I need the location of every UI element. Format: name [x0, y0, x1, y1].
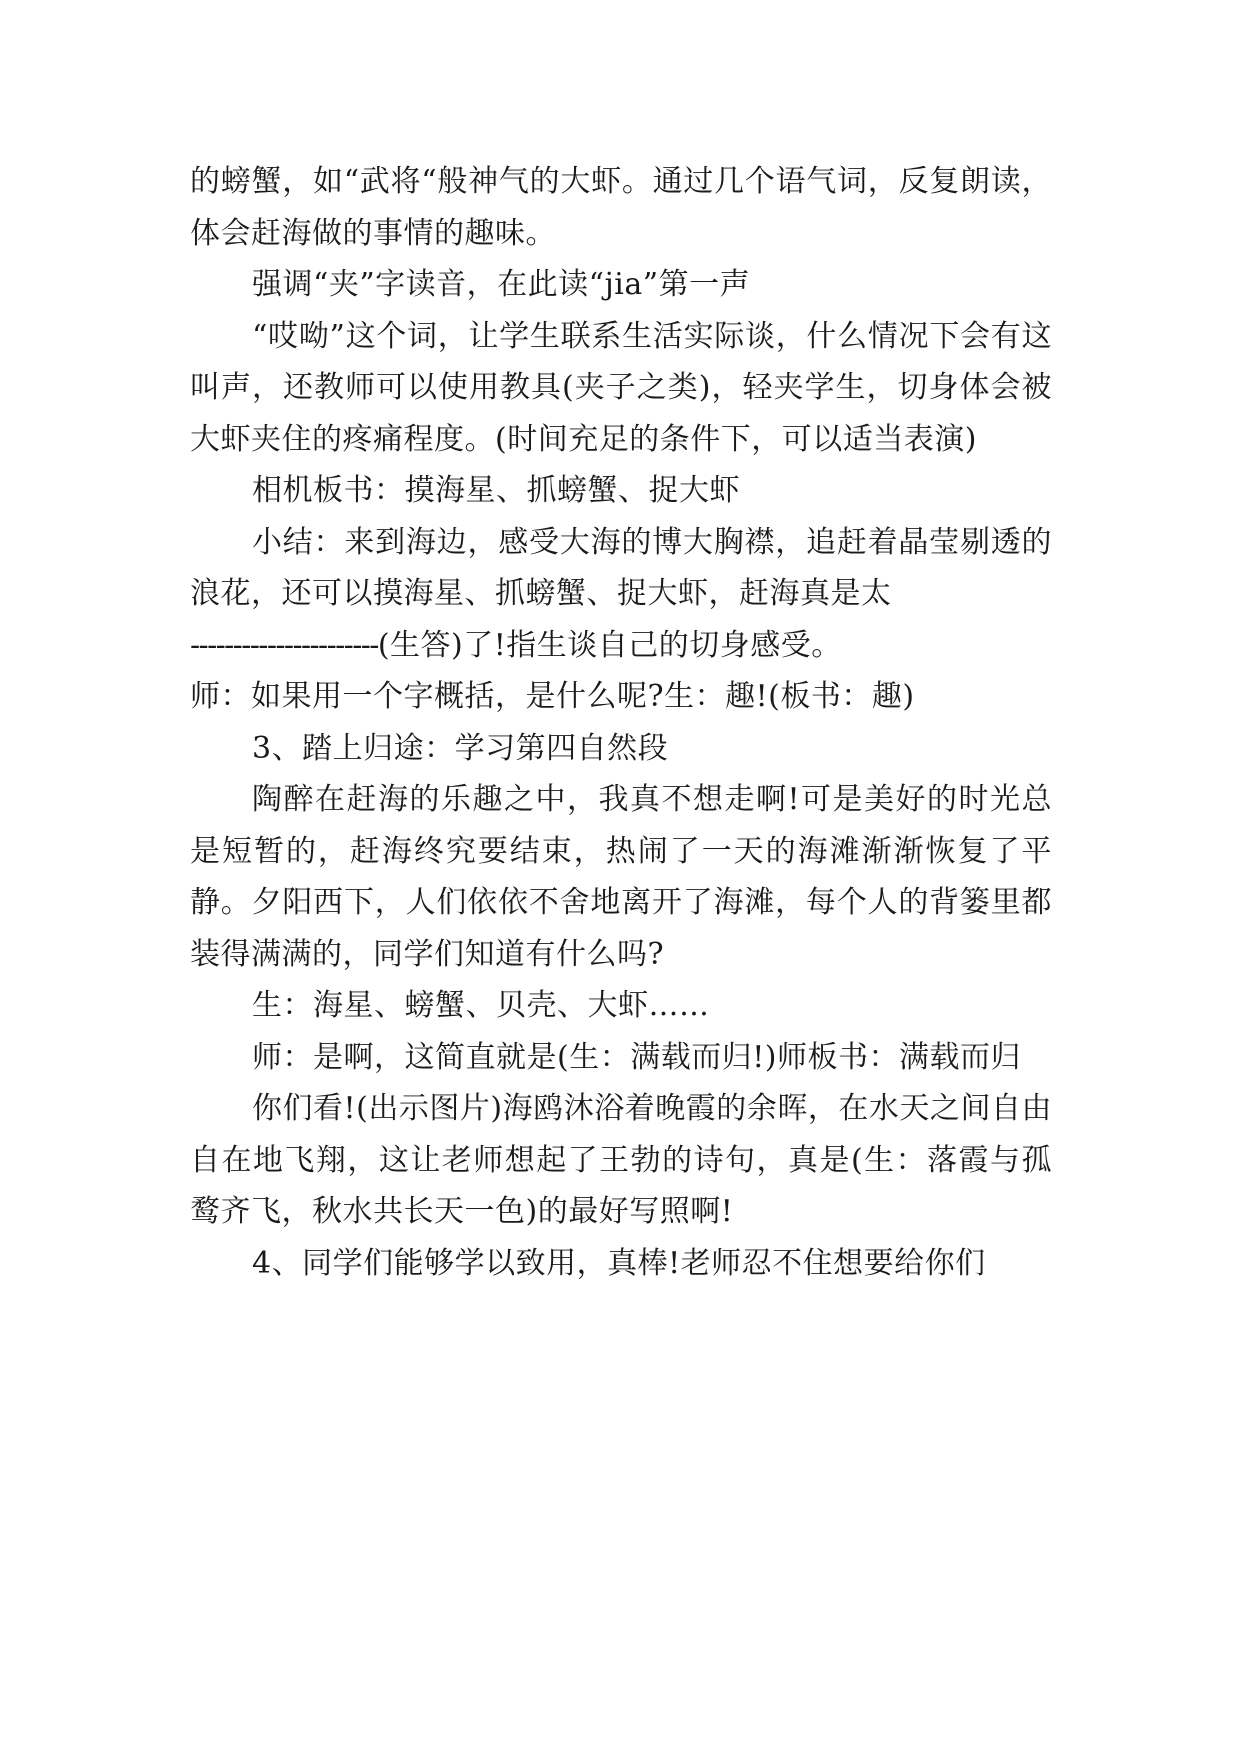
section-heading: 3、踏上归途：学习第四自然段	[252, 730, 669, 766]
paragraph-blank-line	[190, 620, 1052, 672]
paragraph: 强调“夹”字读音，在此读“jia”第一声	[252, 267, 751, 302]
document-body	[190, 156, 1052, 1289]
paragraph: 相机板书：摸海星、抓螃蟹、捉大虾	[252, 473, 740, 508]
paragraph: 小结：来到海边，感受大海的博大胸襟，追赶着晶莹剔透的浪花，还可以摸海星、抓螃蟹、捉大虾，赶海真是太	[190, 524, 1052, 611]
paragraph: 4、同学们能够学以致用，真棒!老师忍不住想要给你们	[252, 1245, 986, 1281]
paragraph: 生：海星、螃蟹、贝壳、大虾……	[252, 988, 710, 1023]
blank-dashes: ----------------------	[190, 627, 378, 663]
paragraph: “哎呦”这个词，让学生联系生活实际谈，什么情况下会有这叫声，还教师可以使用教具(夹子之类)，轻夹学生，切身体会被大虾夹住的疼痛程度。(时间充足的条件下，可以适当表演)	[190, 318, 1052, 457]
paragraph: 师：如果用一个字概括，是什么呢?生：趣!(板书：趣)	[190, 679, 915, 714]
paragraph: 师：是啊，这简直就是(生：满载而归!)师板书：满载而归	[252, 1039, 1021, 1075]
paragraph: 你们看!(出示图片)海鸥沐浴着晚霞的余晖，在水天之间自由自在地飞翔，这让老师想起了王勃的诗句，真是(生：落霞与孤鹜齐飞，秋水共长天一色)的最好写照啊!	[190, 1091, 1052, 1229]
paragraph: 陶醉在赶海的乐趣之中，我真不想走啊!可是美好的时光总是短暂的，赶海终究要结束，热闹了一天的海滩渐渐恢复了平静。夕阳西下，人们依依不舍地离开了海滩，每个人的背篓里都装得满满的，同学们知道有什么吗?	[190, 782, 1052, 972]
blank-line-text: (生答)了!指生谈自己的切身感受。	[377, 627, 842, 663]
paragraph: 的螃蟹，如“武将“般神气的大虾。通过几个语气词，反复朗读，体会赶海做的事情的趣味。	[190, 164, 1052, 251]
